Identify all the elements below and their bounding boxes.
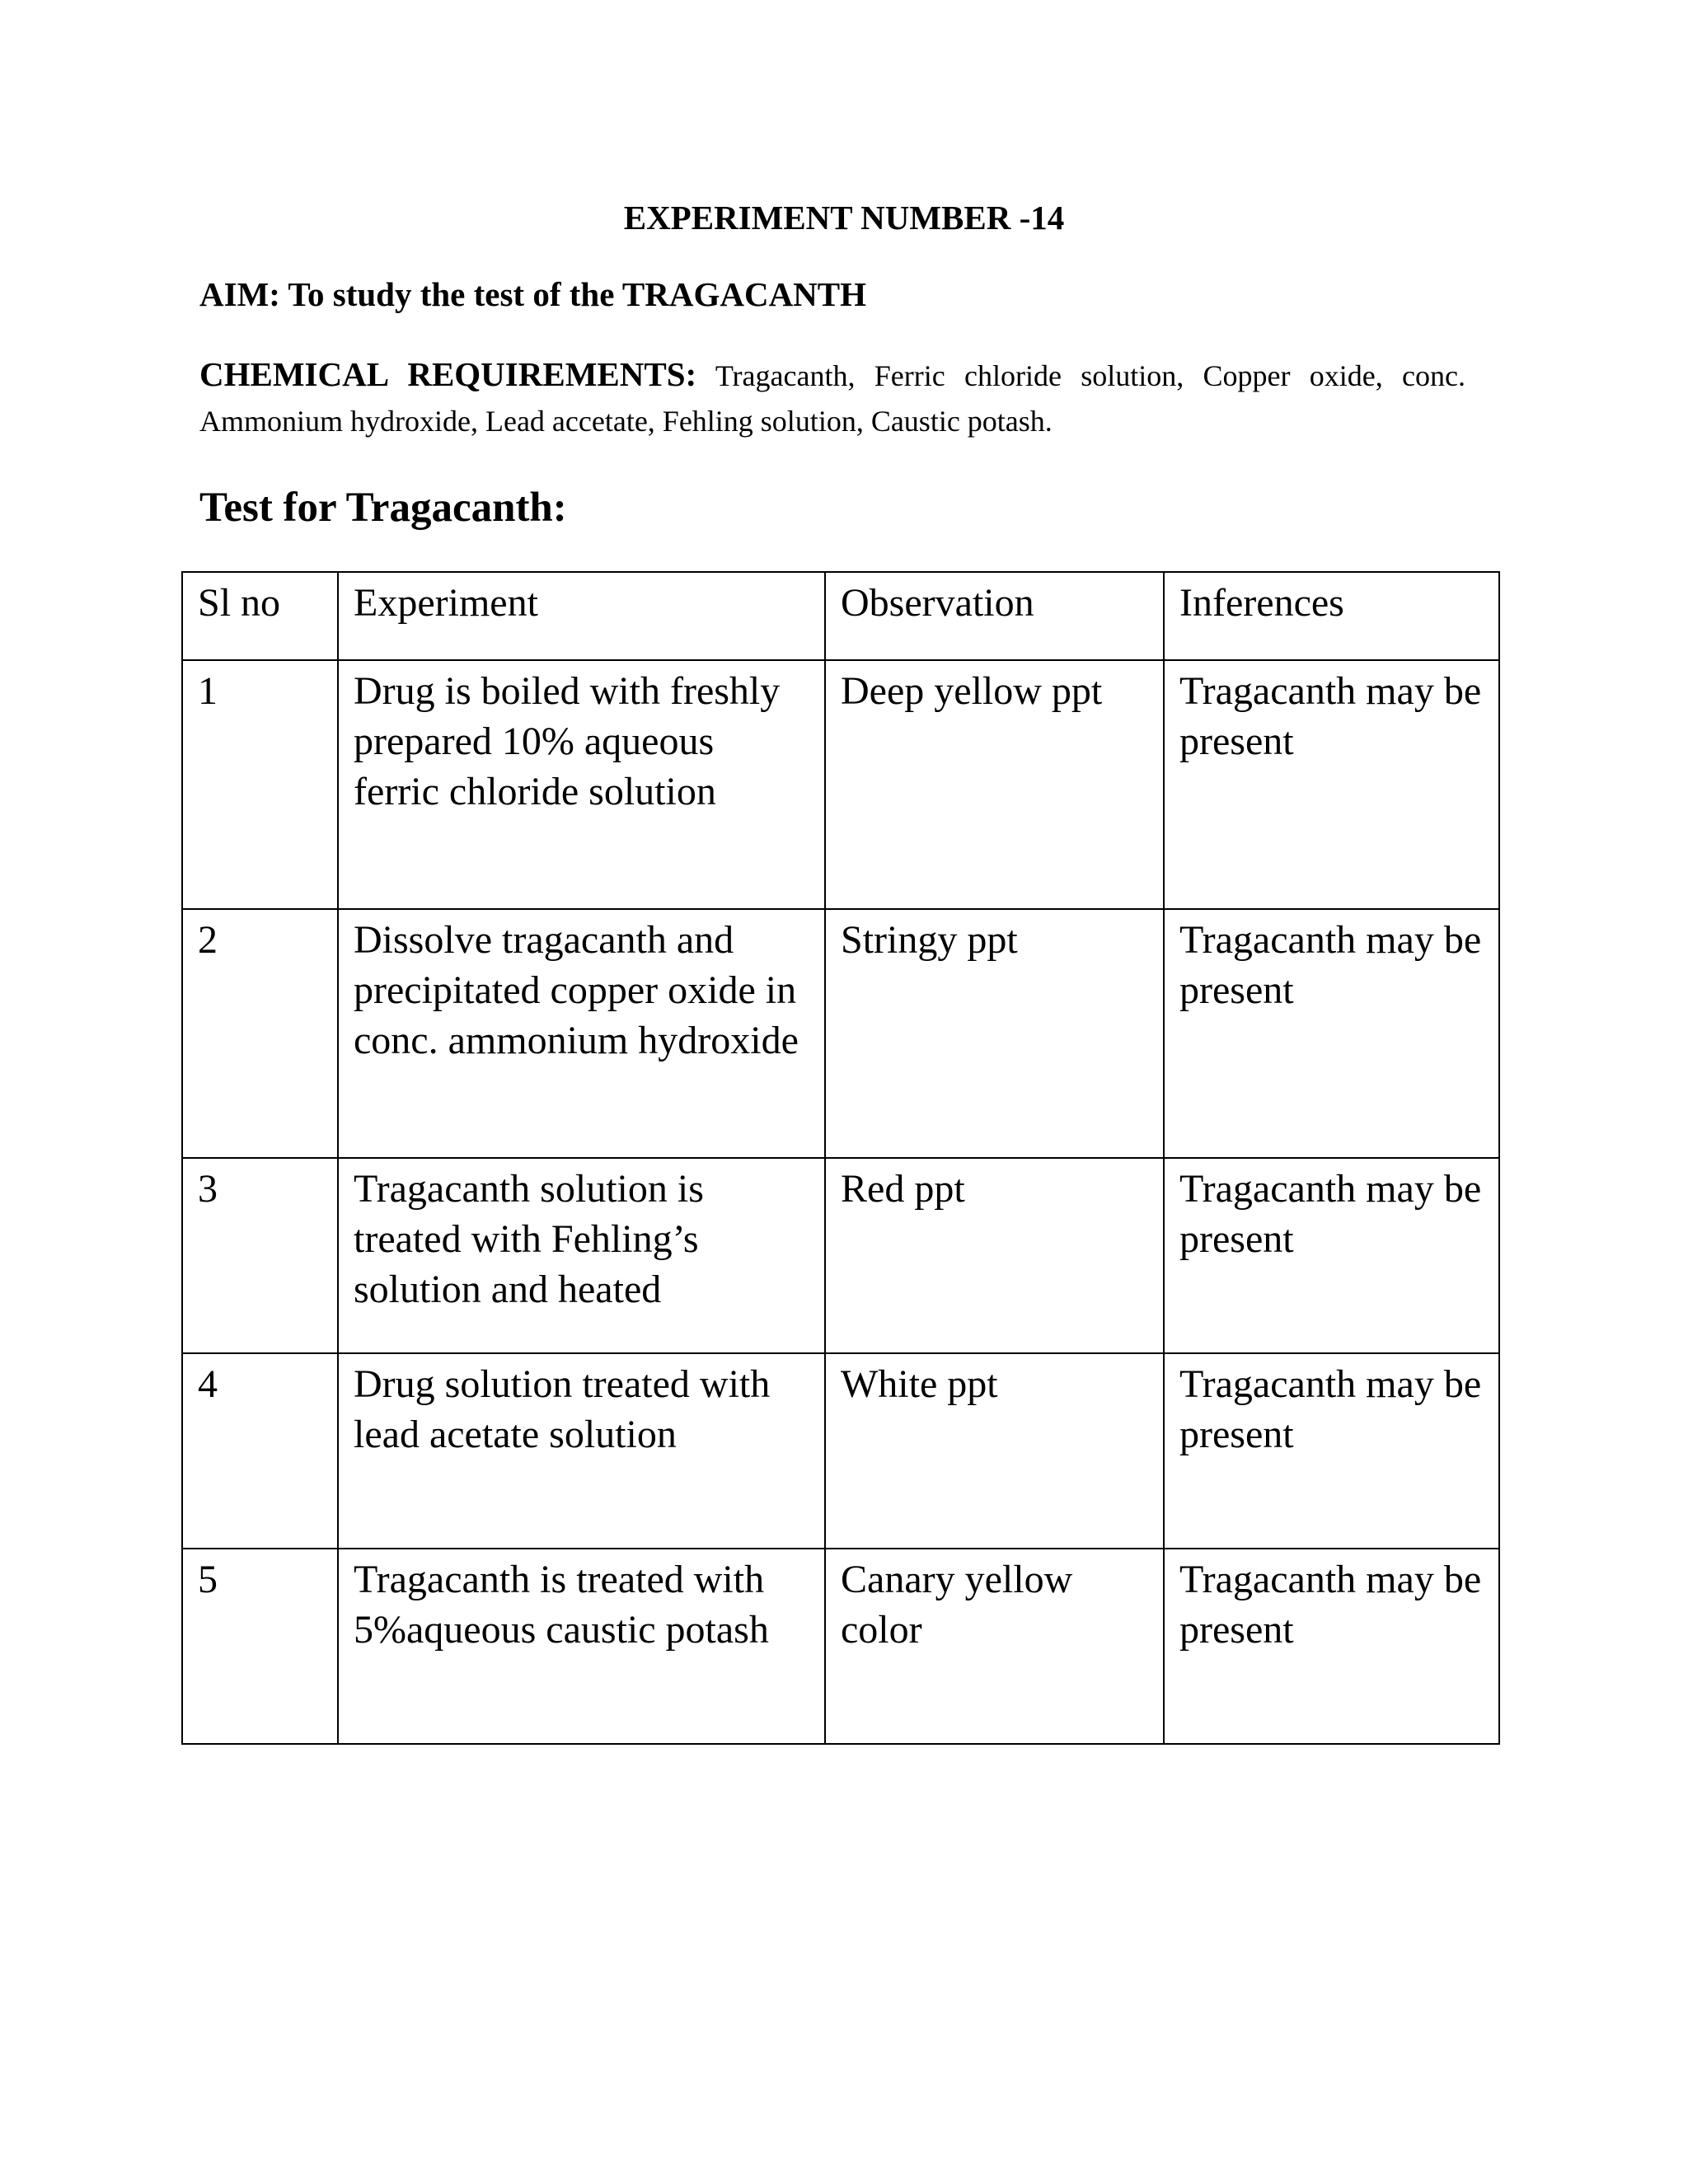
table-row <box>182 1158 1499 1353</box>
cell-observation: White ppt <box>825 1353 1164 1549</box>
cell-observation: Deep yellow ppt <box>825 660 1164 909</box>
cell-observation: Canary yellow color <box>825 1549 1164 1744</box>
cell-experiment: Drug is boiled with freshly prepared 10% aqueous ferric chloride solution <box>338 660 825 909</box>
table-row <box>182 1549 1499 1744</box>
cell-inference: Tragacanth may be present <box>1164 909 1499 1158</box>
page-title: EXPERIMENT NUMBER -14 <box>623 199 1065 237</box>
cell-inference: Tragacanth may be present <box>1164 1549 1499 1744</box>
cell-inference: Tragacanth may be present <box>1164 1353 1499 1549</box>
table-row <box>182 660 1499 909</box>
cell-inference: Tragacanth may be present <box>1164 660 1499 909</box>
cell-experiment: Drug solution treated with lead acetate solution <box>338 1353 825 1549</box>
header-experiment: Experiment <box>338 572 825 660</box>
table-row <box>182 1353 1499 1549</box>
table-header-row <box>182 572 1499 660</box>
aim-statement: AIM: To study the test of the TRAGACANTH <box>199 275 867 313</box>
cell-observation: Red ppt <box>825 1158 1164 1353</box>
header-sl-no: Sl no <box>182 572 338 660</box>
cell-sl-no: 2 <box>182 909 338 1158</box>
requirements-label: CHEMICAL REQUIREMENTS: <box>199 355 697 393</box>
cell-sl-no: 1 <box>182 660 338 909</box>
cell-inference: Tragacanth may be present <box>1164 1158 1499 1353</box>
cell-experiment: Dissolve tragacanth and precipitated copper oxide in conc. ammonium hydroxide <box>338 909 825 1158</box>
header-inferences: Inferences <box>1164 572 1499 660</box>
cell-sl-no: 3 <box>182 1158 338 1353</box>
cell-sl-no: 5 <box>182 1549 338 1744</box>
cell-experiment: Tragacanth solution is treated with Fehling’s solution and heated <box>338 1158 825 1353</box>
cell-observation: Stringy ppt <box>825 909 1164 1158</box>
cell-experiment: Tragacanth is treated with 5%aqueous caustic potash <box>338 1549 825 1744</box>
requirements-text: Tragacanth, Ferric chloride solution, Copper oxide, conc. Ammonium hydroxide, Lead accetate, Fehling solution, Caustic potash. <box>199 359 1466 438</box>
cell-sl-no: 4 <box>182 1353 338 1549</box>
header-observation: Observation <box>825 572 1164 660</box>
table-row <box>182 909 1499 1158</box>
tests-table <box>181 571 1500 1745</box>
chemical-requirements <box>199 352 1465 444</box>
section-heading: Test for Tragacanth: <box>199 485 567 531</box>
